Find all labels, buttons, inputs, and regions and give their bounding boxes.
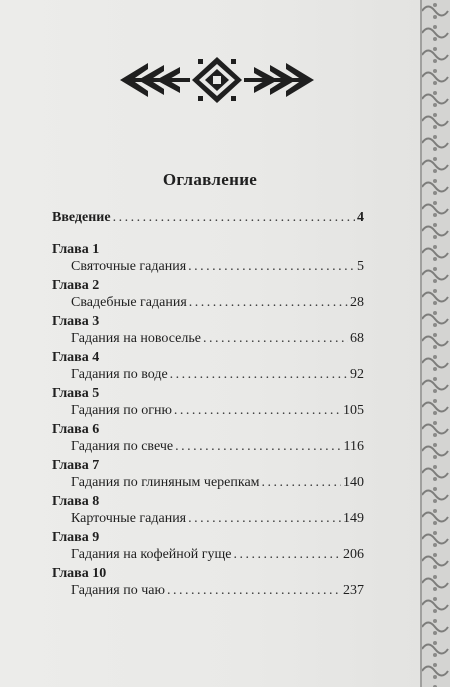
- toc-entry-label: Гадания по глиняным черепкам: [71, 475, 260, 490]
- toc-page-number: 92: [350, 367, 364, 382]
- toc-entry-label: Гадания по чаю: [71, 583, 165, 598]
- toc-chapter: [52, 241, 364, 276]
- toc-chapter: [52, 565, 364, 600]
- lace-pattern-icon: [420, 0, 450, 687]
- chapter-number: Глава 2: [52, 278, 100, 293]
- dot-leader: [170, 366, 348, 384]
- toc-chapter: [52, 313, 364, 348]
- toc-page-number: 28: [350, 295, 364, 310]
- toc-chapter: [52, 349, 364, 384]
- toc-entry[interactable]: [52, 474, 364, 492]
- chapter-number: Глава 10: [52, 566, 107, 581]
- toc-entry-label: Введение: [52, 210, 111, 225]
- toc-entry-label: Карточные гадания: [71, 511, 187, 526]
- dot-leader: [234, 546, 341, 564]
- toc-page-number: 206: [343, 547, 364, 562]
- toc-entry[interactable]: [52, 438, 364, 456]
- toc-page-number: 237: [343, 583, 364, 598]
- toc-page-number: 116: [343, 439, 364, 454]
- toc-entry[interactable]: [52, 294, 364, 312]
- toc-page-number: 4: [357, 210, 364, 225]
- chapter-number: Глава 7: [52, 458, 100, 473]
- toc-entry[interactable]: [52, 510, 364, 528]
- dot-leader: [167, 582, 341, 600]
- toc-chapter: [52, 385, 364, 420]
- toc-page-number: 5: [357, 259, 364, 274]
- toc-entry[interactable]: [52, 258, 364, 276]
- toc-page-number: 149: [343, 511, 364, 526]
- toc-entry-label: Гадания по огню: [71, 403, 172, 418]
- chapter-number: Глава 9: [52, 530, 100, 545]
- dot-leader: [175, 438, 341, 456]
- toc-entry-label: Гадания по воде: [71, 367, 168, 382]
- table-of-contents: [52, 209, 364, 601]
- chapter-number: Глава 1: [52, 242, 100, 257]
- toc-entry-label: Гадания на кофейной гуще: [71, 547, 232, 562]
- toc-entry[interactable]: [52, 582, 364, 600]
- toc-page-number: 105: [343, 403, 364, 418]
- folk-ornament-icon: [118, 55, 316, 105]
- toc-entry-intro[interactable]: [52, 209, 364, 227]
- dot-leader: [188, 510, 341, 528]
- toc-chapter: [52, 529, 364, 564]
- toc-entry-label: Свадебные гадания: [71, 295, 187, 310]
- dot-leader: [113, 209, 355, 227]
- toc-page-number: 140: [343, 475, 364, 490]
- toc-entry[interactable]: [52, 366, 364, 384]
- dot-leader: [203, 330, 348, 348]
- toc-chapter: [52, 493, 364, 528]
- dot-leader: [174, 402, 341, 420]
- chapter-number: Глава 4: [52, 350, 100, 365]
- chapter-number: Глава 6: [52, 422, 100, 437]
- toc-entry[interactable]: [52, 330, 364, 348]
- dot-leader: [262, 474, 341, 492]
- toc-entry[interactable]: [52, 546, 364, 564]
- toc-entry-label: Гадания на новоселье: [71, 331, 201, 346]
- toc-entry-label: Святочные гадания: [71, 259, 187, 274]
- toc-chapter: [52, 277, 364, 312]
- chapter-number: Глава 8: [52, 494, 100, 509]
- toc-chapter: [52, 457, 364, 492]
- toc-chapter: [52, 421, 364, 456]
- toc-entry[interactable]: [52, 402, 364, 420]
- toc-entry-label: Гадания по свече: [71, 439, 174, 454]
- toc-page-number: 68: [350, 331, 364, 346]
- toc-title: Оглавление: [162, 170, 258, 189]
- dot-leader: [189, 294, 348, 312]
- chapter-number: Глава 3: [52, 314, 100, 329]
- dot-leader: [188, 258, 355, 276]
- chapter-number: Глава 5: [52, 386, 100, 401]
- decorative-border: [420, 0, 450, 687]
